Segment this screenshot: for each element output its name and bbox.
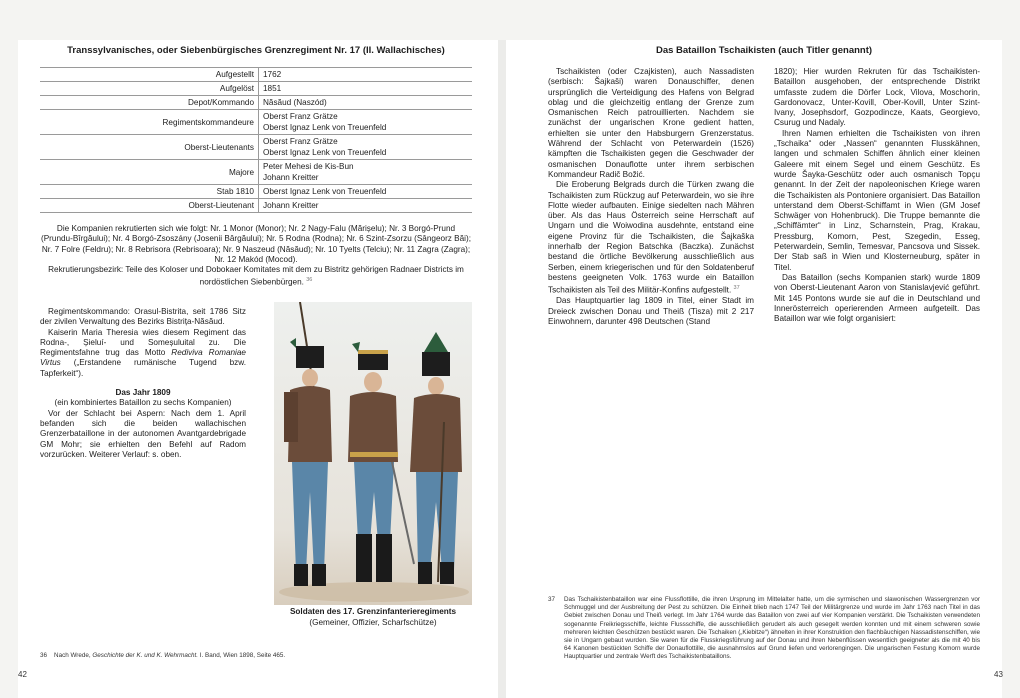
footnote-book-title: Geschichte der K. und K. Wehrmacht. xyxy=(92,652,198,659)
info-value-line: Oberst Franz Grätze xyxy=(263,112,338,121)
left-column-text xyxy=(40,307,246,460)
companies-paragraph: Die Kompanien rekrutierten sich wie folgt: Nr. 1 Monor (Monor); Nr. 2 Nagy-Falu (Mărișelu); Nr. 3 Borgó-Prund (Prundu-Bîrgăului); Nr. 4 Borgó-Zsoszány (Josenii Bârgăului); Nr. 5 Rodna (Rodna); Nr. 6 Szint-Zsorzu (Sângeorz Băi); Nr. 7 Folre (Feldru); Nr. 8 Rebrisora (Rebrisoara); Nr. 9 Naszeud (Năsăud); Nr. 10 Tyelts (Telciu); Nr. 11 Zagra (Zagra); Nr. 12 Makód (Mocod). xyxy=(40,224,472,264)
info-value-line: 1851 xyxy=(263,84,282,93)
para2-b: („Erstandene rumänische Tugend bzw. Tapferkeit“). xyxy=(40,358,246,378)
paragraph-belgrad xyxy=(548,180,754,296)
info-table-row xyxy=(40,82,472,96)
regiment-motto: Rediviva Romaniae Virtus xyxy=(40,348,246,368)
info-table-row xyxy=(40,96,472,110)
paragraph-1809: Vor der Schlacht bei Aspern: Nach dem 1. April befanden sich die beiden wallachischen Grenzerbataillone in der autonomen Avantgardebrigade GM Mohr; sie erhielten den Befehl auf Radom vorzurücken. Weiterer Verlauf: s. oben. xyxy=(40,408,246,459)
footnote-ref-37: 37 xyxy=(733,285,740,292)
page-number-left: 42 xyxy=(18,670,27,679)
paragraph-regimentskommando: Regimentskommando: Orasul-Bistrita, seit 1786 Sitz der zivilen Verwaltung des Bezirks Bistrița-Năsăud. xyxy=(40,307,246,327)
info-value xyxy=(259,185,473,199)
right-heading: Das Bataillon Tschaikisten (auch Titler genannt) xyxy=(655,45,873,56)
left-heading: Transsylvanisches, oder Siebenbürgisches Grenzregiment Nr. 17 (II. Wallachisches) xyxy=(67,45,445,56)
info-value-line: Oberst Ignaz Lenk von Treuenfeld xyxy=(263,148,387,157)
info-table-row xyxy=(40,68,472,82)
year-subheading: (ein kombiniertes Bataillon zu sechs Kompanien) xyxy=(54,398,232,408)
paragraph-tschaikisten: Tschaikisten (oder Czajkisten), auch Nassadisten (serbisch: Šajkaši) waren Donauschiffer, denen ursprünglich die Verteidigung des Hafens von Belgrad oblag und die gleichzeitig entlang der Grenze zum Osmanischen Reich patrouillierten. Nachdem sie zunächst der ungarischen Krone gedient hatten, erhielten sie unter den Habsburgern Grenzerstatus. Während der Schlacht von Peterwardein (1526) kämpften die Tschaikisten gegen die Geschwader der osmanischen Donauflotte unter ihrem serbischen Kommandeur Radič Božić. xyxy=(548,67,754,179)
para2-a: Kaiserin Maria Theresia wies diesem Regiment das Rodna-, Șieluí- und Someșuluital zu. Die Regimentsfahne trug das Motto xyxy=(40,327,246,358)
page-number-right: 43 xyxy=(994,670,1003,679)
paragraph-rekruten: 1820); Hier wurden Rekruten für das Tschaikisten-Bataillon ausgehoben, der entsprechende Distrikt umfasste zudem die Dörfer Lock, Vilova, Moschorin, Gardonovacz, Unter-Kovill, Ober-Kovill, Unter Szint-Ivany, Josephsdorf, Gozpodincze, Kaats, Georgievo, Csurug und Nadaly. xyxy=(774,67,980,128)
footnote-36 xyxy=(40,652,480,660)
info-label: Aufgelöst xyxy=(40,82,259,96)
info-value-line: 1762 xyxy=(263,70,282,79)
info-table-row xyxy=(40,185,472,199)
right-column-2 xyxy=(774,67,980,324)
soldiers-illustration xyxy=(274,302,472,605)
info-label: Oberst-Lieutenant xyxy=(40,199,259,213)
info-label: Aufgestellt xyxy=(40,68,259,82)
info-table-row xyxy=(40,110,472,135)
info-value-line: Johann Kreitter xyxy=(263,201,319,210)
paragraph-belgrad-text: Die Eroberung Belgrads durch die Türken zwang die Tschaikisten zum Rückzug auf Peterwardein, wo sie ihre Flotte wieder aufbauten. Einige siedelten nach Mähren über. Als das Haus Österreich seine Herrschaft auf Ungarn und die Woiwodina ausdehnte, entstand eine eigene Provinz für die Tschaikisten, die Šajkaška innerhalb der Region Batschka (Baczka). Zunächst bestand die örtliche Bevölkerung ausschließlich aus Serben, einem kriegerischen und für den Soldatenberuf bestens geeigneten Volk. 1763 wurde ein Bataillon Tschaikisten als Teil des Militär-Konfins aufgestellt. xyxy=(548,180,754,295)
caption-title: Soldaten des 17. Grenzinfanterieregiments xyxy=(289,607,457,616)
paragraph-name: Ihren Namen erhielten die Tschaikisten von ihren „Tschaika“ oder „Nassen“ genannten Flusskähnen, langen und schmalen Schiffen ähnlich einer kleinen Galeere mit einem Segel und einem Geschütz. Es wurde Šayka-Geschütz oder auch osmanisch Topçu genannt. In der Zeit der napoleonischen Kriege waren die Tschaikisten als Pontoniere organisiert. Das Bataillon unterstand dem Oberst-Schiffamt in Wien (GM Josef Schwäger von Hohenbruck). Die Truppe bemannte die „Schiffämter“ in Linz, Scharnstein, Prag, Krakau, Pressburg, Komorn, Pest, Szegedin, Esseg, Peterwardein, Semlin, Temesvar, Pancsova und Sissek. Der Stab saß in Wien und Klosterneuburg, später in Titel. xyxy=(774,128,980,272)
regiment-info-table xyxy=(40,67,472,213)
paragraph-hauptquartier: Das Hauptquartier lag 1809 in Titel, einer Stadt im Dreieck zwischen Donau und Theiß (Tisza) mit 2 217 Einwohnern, darunter 498 Deutschen (Stand xyxy=(548,296,754,326)
info-value-line: Oberst Ignaz Lenk von Treuenfeld xyxy=(263,123,387,132)
info-label: Oberst-Lieutenants xyxy=(40,135,259,160)
paragraph-maria-theresia xyxy=(40,328,246,379)
info-label: Regimentskommandeure xyxy=(40,110,259,135)
paragraph-bataillon: Das Bataillon (sechs Kompanien stark) wurde 1809 von Oberst-Lieutenant Aaron von Stanislavjević geführt. Mit 145 Pontons wurde sie auf die in Deutschland und Innerösterreich operierenden Armeen aufgeteilt. Das Bataillon war wie folgt organisiert: xyxy=(774,272,980,324)
caption-subtitle: (Gemeiner, Offizier, Scharfschütze) xyxy=(309,617,437,627)
info-label: Stab 1810 xyxy=(40,185,259,199)
info-value xyxy=(259,110,473,135)
info-label: Majore xyxy=(40,160,259,185)
info-value xyxy=(259,160,473,185)
footnote-37 xyxy=(548,596,980,662)
info-value-line: Peter Mehesi de Kis-Bun xyxy=(263,162,354,171)
footnote-number: 36 xyxy=(40,652,48,659)
companies-text xyxy=(40,224,472,289)
recruit-text: Rekrutierungsbezirk: Teile des Koloser und Dobokaer Komitates mit dem zu Bistritz gehörigen Radnaer Districts im nordöstlichen Siebenbürgen. xyxy=(48,265,464,288)
footnote-ref-36: 36 xyxy=(306,277,313,284)
info-value-line: Johann Kreitter xyxy=(263,173,319,182)
info-value xyxy=(259,199,473,213)
info-value-line: Oberst Ignaz Lenk von Treuenfeld xyxy=(263,187,387,196)
footnote-text-b: I. Band, Wien 1898, Seite 465. xyxy=(198,652,286,659)
illustration-caption xyxy=(262,607,484,628)
info-value xyxy=(259,68,473,82)
book-spine xyxy=(498,40,506,698)
info-value xyxy=(259,96,473,110)
footnote-text: Das Tschaikistenbataillon war eine Flussflottille, die ihren Ursprung im Mittelalter hatte, um die syrmischen und slawonischen Wassergrenzen vor Schmuggel und der Ausbreitung der Pest zu schützen. Die Einheit blieb nach 1747 Teil der Militärgrenze und wurde im Jahr 1763 nach Titel in das Gebiet zwischen Donau und Theiß verlegt. Im Jahr 1764 wurde das Bataillon von zwei auf vier Kompanien verstärkt. Die Tschaikisten verwendeten sogenannte Freikriegsschiffe, leichte Flussschiffe, die ausschließlich gerudert als auch gesegelt werden konnten und mit einem schweren sowie mehreren leichten Geschützen bestückt waren. Die Tschaiken („Kiebitze“) ähnelten in ihrer Konstruktion den flachbäuchigen Nassadistenschiffen, wie sie in Ungarn gebaut wurden. Sie waren für die Flusskriegsführung auf der Donau und ihren Nebenflüssen wesentlich geeigneter als die mit 40 bis 64 Kanonen bestückten Schiffe der Donauflottille, die ausnahmslos auf Grund liefen und verlorengingen. Die ungarischen Festung Komorn wurde Hauptquartier und zentrale Werft des Tschaikistenbataillons. xyxy=(564,596,980,661)
info-table-row xyxy=(40,160,472,185)
info-value-line: Năsăud (Naszód) xyxy=(263,98,327,107)
info-value-line: Oberst Franz Grätze xyxy=(263,137,338,146)
right-column-1 xyxy=(548,67,754,327)
info-label: Depot/Kommando xyxy=(40,96,259,110)
recruit-paragraph xyxy=(40,265,472,288)
year-heading: Das Jahr 1809 xyxy=(115,388,171,398)
footnote-number: 37 xyxy=(548,596,556,603)
info-table-row xyxy=(40,135,472,160)
info-table-row xyxy=(40,199,472,213)
info-value xyxy=(259,135,473,160)
info-value xyxy=(259,82,473,96)
footnote-text-a: Nach Wrede, xyxy=(54,652,93,659)
